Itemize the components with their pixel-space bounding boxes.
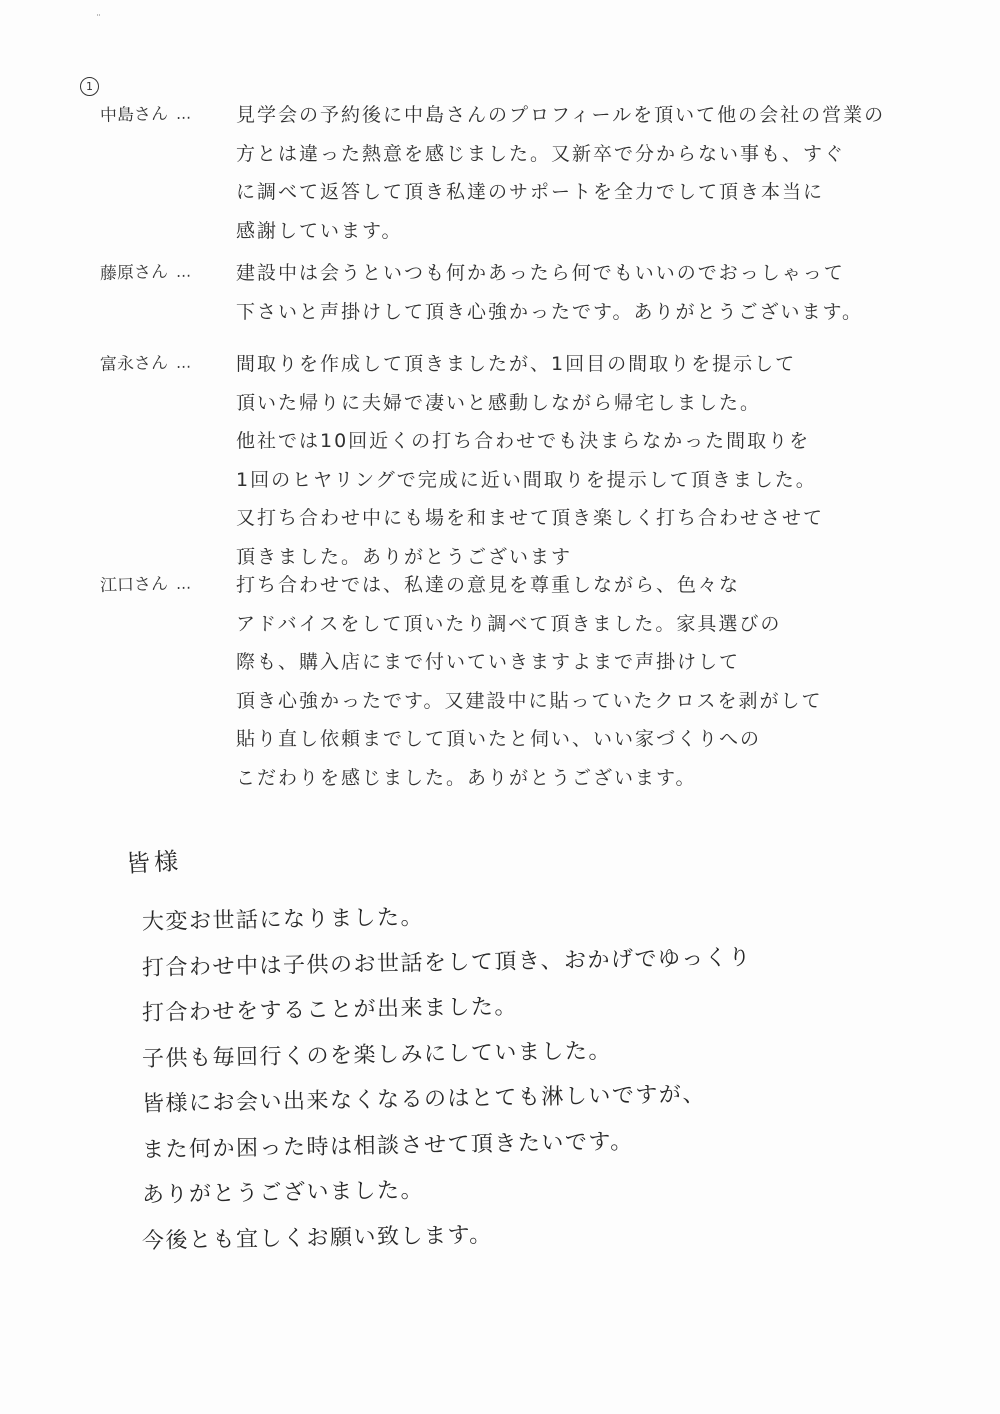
entry-line: 他社では10回近くの打ち合わせでも決まらなかった間取りを	[236, 430, 811, 452]
entry-name-text: 中島さん	[99, 104, 169, 126]
entry-text	[236, 566, 876, 797]
entry-line: 打ち合わせでは、私達の意見を尊重しながら、色々な	[236, 574, 741, 596]
closing-line: また何か困った時は相談させて頂きたいです。	[141, 1128, 634, 1163]
entry-name	[99, 341, 235, 385]
entry-line: に調べて返答して頂き私達のサポートを全力でして頂き本当に	[236, 181, 825, 203]
entry-line: アドバイスをして頂いたり調べて頂きました。家具選びの	[236, 612, 782, 635]
entry-line: 下さいと声掛けして頂き心強かったです。ありがとうございます。	[236, 300, 863, 323]
entry-line: 際も、購入店にまで付いていきますよまで声掛けして	[236, 651, 741, 673]
entry-text	[236, 345, 876, 576]
closing-line: 大変お世話になりました。	[141, 905, 425, 935]
entry-line: 又打ち合わせ中にも場を和ませて頂き楽しく打ち合わせさせて	[236, 507, 825, 529]
entry-line: 貼り直し依頼までして頂いたと伺い、いい家づくりへの	[236, 728, 762, 750]
closing-line: 皆様にお会い出来なくなるのはとても淋しいですが、	[141, 1082, 707, 1117]
closing-line: 打合わせをすることが出来ました。	[141, 994, 519, 1026]
entry-name-text: 江口さん	[99, 574, 169, 596]
entry-name-text: 富永さん	[99, 353, 169, 375]
closing-greeting: 皆様	[125, 847, 183, 878]
entry-dash: …	[175, 353, 192, 373]
item-number-badge: 1	[80, 77, 99, 96]
closing-line: ありがとうございました。	[141, 1178, 425, 1208]
entry-line: 1回のヒヤリングで完成に近い間取りを提示して頂きました。	[236, 468, 817, 491]
entry-name-text: 藤原さん	[99, 262, 169, 284]
entry-name	[99, 250, 235, 294]
closing-line: 今後とも宜しくお願い致します。	[141, 1222, 493, 1254]
entry-line: 方とは違った熱意を感じました。又新卒で分からない事も、すぐ	[236, 142, 846, 165]
entry-dash: …	[175, 104, 192, 124]
entry-line: こだわりを感じました。ありがとうございます。	[236, 766, 697, 789]
closing-line: 打合わせ中は子供のお世話をして頂き、おかげでゆっくり	[141, 944, 753, 981]
scan-mark: ¨	[96, 14, 101, 25]
entry-name	[99, 562, 235, 606]
entry-line: 建設中は会うといつも何かあったら何でもいいのでおっしゃって	[236, 262, 845, 284]
entry-line: 間取りを作成して頂きましたが、1回目の間取りを提示して	[236, 353, 797, 375]
entry-dash: …	[175, 574, 192, 594]
closing-body	[142, 900, 752, 1264]
entry-line: 頂きました。ありがとうございます	[236, 545, 573, 568]
entry-name	[99, 92, 235, 136]
entry-dash: …	[175, 262, 192, 282]
entry-text	[236, 254, 876, 331]
entry-line: 頂き心強かったです。又建設中に貼っていたクロスを剥がして	[236, 689, 823, 712]
entry-line: 見学会の予約後に中島さんのプロフィールを頂いて他の会社の営業の	[236, 104, 886, 126]
entry-line: 頂いた帰りに夫婦で凄いと感動しながら帰宅しました。	[236, 391, 762, 414]
entry-text	[236, 96, 886, 250]
closing-line: 子供も毎回行くのを楽しみにしていました。	[141, 1038, 613, 1072]
entry-line: 感謝しています。	[236, 219, 403, 242]
